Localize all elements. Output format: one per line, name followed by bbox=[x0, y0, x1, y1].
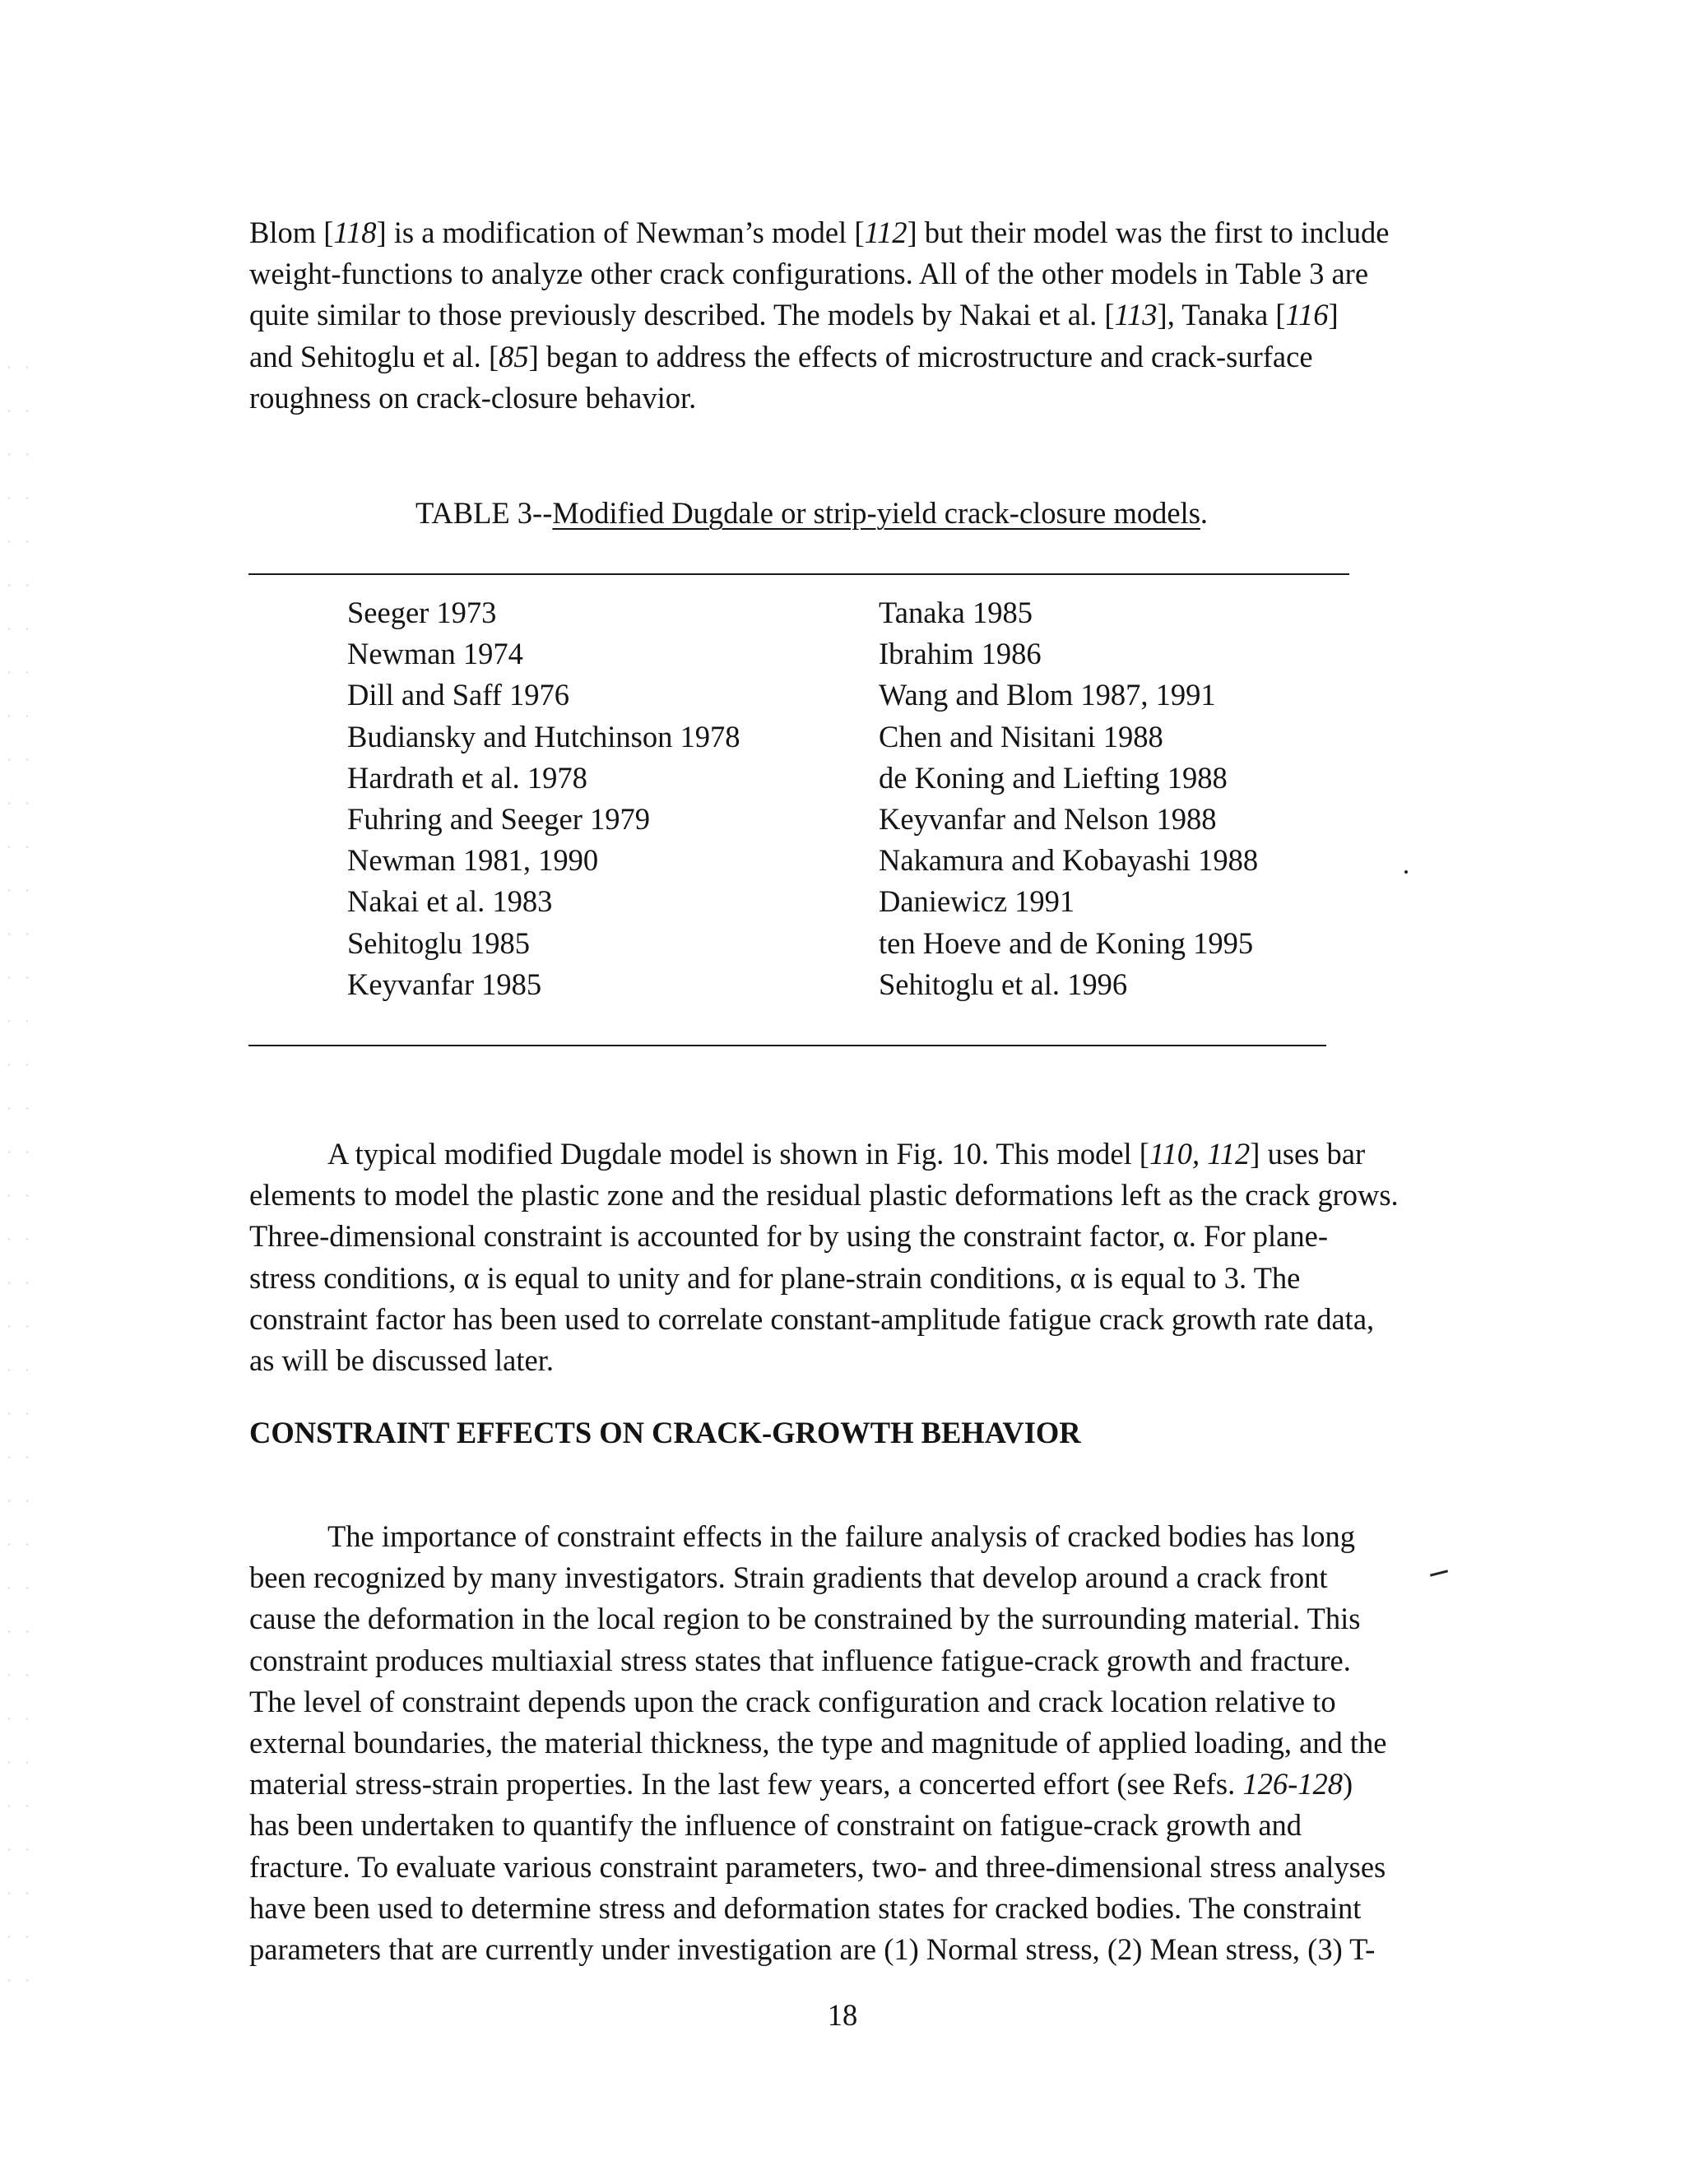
table-entry: Keyvanfar and Nelson 1988 bbox=[879, 801, 1217, 836]
table-entry: Nakamura and Kobayashi 1988 bbox=[879, 843, 1259, 878]
table-entry: ten Hoeve and de Koning 1995 bbox=[879, 925, 1254, 960]
text-line: The level of constraint depends upon the crack configuration and crack location relative to bbox=[249, 1684, 1336, 1718]
reference-citation: 113 bbox=[1114, 298, 1158, 332]
table-entry: Ibrahim 1986 bbox=[879, 637, 1042, 671]
text-line: has been undertaken to quantify the influence of constraint on fatigue-crack growth and bbox=[249, 1808, 1302, 1843]
text-line: material stress-strain properties. In the last few years, a concerted effort (see Refs. 126-128) bbox=[249, 1767, 1353, 1801]
table-caption: TABLE 3--Modified Dugdale or strip-yield crack-closure models. bbox=[415, 496, 1209, 530]
text-line: constraint produces multiaxial stress states that influence fatigue-crack growth and fracture. bbox=[249, 1643, 1351, 1677]
table-entry: Nakai et al. 1983 bbox=[347, 884, 553, 919]
scan-speck bbox=[1404, 870, 1408, 874]
reference-citation: 116 bbox=[1285, 298, 1329, 332]
text-line: have been used to determine stress and deformation states for cracked bodies. The constraint bbox=[249, 1890, 1362, 1925]
table-entry: Sehitoglu 1985 bbox=[347, 925, 531, 960]
text-line: cause the deformation in the local region to be constrained by the surrounding material. This bbox=[249, 1602, 1361, 1636]
table-entry: Hardrath et al. 1978 bbox=[347, 760, 587, 795]
page-number: 18 bbox=[827, 1998, 858, 2032]
text-line: and Sehitoglu et al. [85] began to address the effects of microstructure and crack-surface bbox=[249, 339, 1313, 373]
table-right-column bbox=[879, 592, 1258, 1005]
table-entry: Fuhring and Seeger 1979 bbox=[347, 801, 650, 836]
text-line: external boundaries, the material thickness, the type and magnitude of applied loading, and the bbox=[249, 1726, 1387, 1760]
reference-citation: 112 bbox=[864, 216, 907, 249]
text-line: parameters that are currently under investigation are (1) Normal stress, (2) Mean stress, (3) T- bbox=[249, 1932, 1376, 1967]
reference-citation: 85 bbox=[499, 339, 529, 373]
text-line: The importance of constraint effects in the failure analysis of cracked bodies has long bbox=[327, 1519, 1356, 1553]
table-entry: Seeger 1973 bbox=[347, 596, 497, 629]
table-entry: Daniewicz 1991 bbox=[879, 884, 1075, 919]
text-line: been recognized by many investigators. Strain gradients that develop around a crack front bbox=[249, 1560, 1328, 1595]
reference-citation: 110, 112 bbox=[1149, 1137, 1251, 1171]
table-bottom-rule bbox=[248, 1045, 1326, 1046]
text-line: Three-dimensional constraint is accounted for by using the constraint factor, α. For plane- bbox=[249, 1219, 1328, 1254]
table-left-column bbox=[347, 592, 740, 1005]
dugdale-model-paragraph bbox=[249, 1134, 1444, 1381]
text-line: Blom [118] is a modification of Newman’s model [112] but their model was the first to include bbox=[249, 216, 1390, 249]
scan-edge-noise bbox=[0, 345, 33, 1991]
table-entry: Keyvanfar 1985 bbox=[347, 967, 542, 1001]
section-heading: CONSTRAINT EFFECTS ON CRACK-GROWTH BEHAVIOR bbox=[249, 1416, 1081, 1449]
text-line: stress conditions, α is equal to unity and for plane-strain conditions, α is equal to 3. The bbox=[249, 1260, 1301, 1295]
text-line: fracture. To evaluate various constraint parameters, two- and three-dimensional stress analyses bbox=[249, 1849, 1386, 1884]
table-title: Modified Dugdale or strip-yield crack-closure models bbox=[552, 496, 1200, 530]
table-entry: Budiansky and Hutchinson 1978 bbox=[347, 719, 740, 754]
text-line: as will be discussed later. bbox=[249, 1343, 554, 1378]
table-entry: Tanaka 1985 bbox=[879, 596, 1033, 629]
table-entry: Dill and Saff 1976 bbox=[347, 678, 570, 712]
text-line: elements to model the plastic zone and the residual plastic deformations left as the crack grows. bbox=[249, 1178, 1399, 1213]
table-entry: Wang and Blom 1987, 1991 bbox=[879, 678, 1216, 712]
table-entry: Newman 1974 bbox=[347, 637, 523, 671]
text-line: quite similar to those previously described. The models by Nakai et al. [113], Tanaka [116] bbox=[249, 298, 1339, 332]
reference-citation: 126-128 bbox=[1242, 1767, 1344, 1801]
text-line: weight-functions to analyze other crack configurations. All of the other models in Table 3 are bbox=[249, 257, 1369, 291]
table-label: TABLE 3-- bbox=[415, 496, 553, 530]
table-top-rule bbox=[248, 573, 1349, 575]
intro-paragraph bbox=[249, 212, 1444, 419]
table-entry: Sehitoglu et al. 1996 bbox=[879, 967, 1128, 1001]
text-line: constraint factor has been used to correlate constant-amplitude fatigue crack growth rate data, bbox=[249, 1301, 1375, 1336]
table-entry: de Koning and Liefting 1988 bbox=[879, 760, 1228, 795]
table-entry: Newman 1981, 1990 bbox=[347, 843, 599, 878]
table-entry: Chen and Nisitani 1988 bbox=[879, 719, 1163, 754]
text-line: roughness on crack-closure behavior. bbox=[249, 380, 697, 415]
reference-citation: 118 bbox=[333, 216, 377, 249]
constraint-paragraph bbox=[249, 1516, 1444, 1970]
text-line: A typical modified Dugdale model is shown in Fig. 10. This model [110, 112] uses bar bbox=[327, 1137, 1366, 1171]
